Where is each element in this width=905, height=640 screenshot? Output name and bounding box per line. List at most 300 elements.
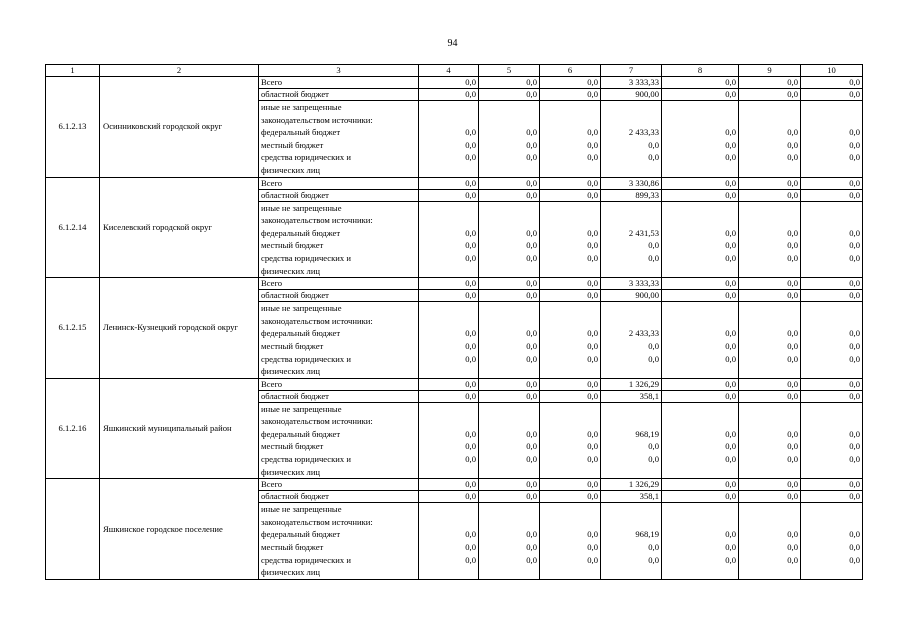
column-header: 10 [801,65,863,77]
spacer [603,265,659,278]
section-code: 6.1.2.15 [46,278,100,379]
spacer [603,516,659,529]
cell-block [801,503,863,580]
cell-block [479,503,540,580]
cell-legal: 0,0 [725,353,736,364]
spacer [481,365,537,378]
row-label-local: местный бюджет [261,441,324,452]
cell-local: 0,0 [587,340,598,351]
spacer [603,114,659,127]
cell-total: 0,0 [801,479,863,491]
cell-legal: 0,0 [787,152,798,163]
table-row [46,177,863,189]
cell-total: 0,0 [419,479,479,491]
cell-block [601,503,662,580]
cell-block [540,302,601,379]
row-label-other-line2: законодательством источники: [261,315,373,326]
cell-regional: 0,0 [419,189,479,201]
spacer [481,503,537,516]
cell-block [419,503,479,580]
spacer [803,114,860,127]
cell-block [662,503,739,580]
row-label-legal-line1: средства юридических и [261,252,351,263]
cell-total: 1 326,29 [601,479,662,491]
cell-federal: 0,0 [587,328,598,339]
spacer [481,466,537,479]
row-label-local: местный бюджет [261,340,324,351]
cell-regional: 358,1 [601,491,662,503]
row-label-other-line1: иные не запрещенные [261,102,342,112]
cell-total: 0,0 [540,177,601,189]
cell-block [419,302,479,379]
cell-total: 0,0 [419,177,479,189]
cell-federal: 0,0 [787,328,798,339]
spacer [803,265,860,278]
spacer [664,503,736,516]
cell-total: 3 330,86 [601,177,662,189]
spacer [664,516,736,529]
section-code: 6.1.2.13 [46,77,100,178]
cell-regional: 0,0 [739,290,801,302]
cell-local: 0,0 [787,240,798,251]
spacer [741,503,798,516]
cell-legal: 0,0 [849,353,860,364]
cell-block [479,201,540,278]
cell-federal: 0,0 [849,328,860,339]
cell-regional: 0,0 [479,89,540,101]
column-header: 9 [739,65,801,77]
spacer [481,202,537,215]
cell-federal: 0,0 [787,127,798,138]
spacer [803,503,860,516]
spacer [803,164,860,177]
cell-total: 0,0 [739,378,801,390]
cell-legal: 0,0 [465,454,476,465]
cell-local: 0,0 [725,139,736,150]
spacer [603,503,659,516]
cell-block [739,302,801,379]
spacer [664,466,736,479]
spacer [741,415,798,428]
cell-local: 0,0 [849,340,860,351]
section-name: Яшкинский муниципальный район [100,378,259,479]
cell-federal: 968,19 [635,428,659,439]
row-label-other-line2: законодательством источники: [261,215,373,226]
cell-local: 0,0 [526,240,537,251]
cell-legal: 0,0 [526,252,537,263]
row-label-legal-line2: физических лиц [261,567,321,578]
spacer [603,415,659,428]
cell-legal: 0,0 [587,554,598,565]
spacer [481,114,537,127]
cell-total: 3 333,33 [601,77,662,89]
cell-local: 0,0 [849,542,860,553]
column-header: 7 [601,65,662,77]
spacer [603,302,659,315]
spacer [421,214,476,227]
spacer [803,202,860,215]
spacer [542,365,598,378]
cell-total: 0,0 [540,278,601,290]
cell-local: 0,0 [648,139,659,150]
cell-legal: 0,0 [725,554,736,565]
spacer [664,265,736,278]
spacer [741,114,798,127]
cell-block [801,201,863,278]
cell-legal: 0,0 [648,554,659,565]
row-label-legal-line1: средства юридических и [261,554,351,565]
spacer [664,415,736,428]
cell-block [739,402,801,479]
row-label-block [259,101,419,178]
spacer [803,415,860,428]
row-label-block [259,402,419,479]
cell-block [662,402,739,479]
cell-total: 0,0 [419,378,479,390]
cell-legal: 0,0 [787,454,798,465]
cell-federal: 0,0 [849,428,860,439]
cell-legal: 0,0 [465,554,476,565]
spacer [481,566,537,579]
budget-table [45,64,863,580]
cell-regional: 0,0 [540,89,601,101]
spacer [542,214,598,227]
cell-legal: 0,0 [648,353,659,364]
cell-regional: 0,0 [419,290,479,302]
spacer [421,302,476,315]
spacer [421,164,476,177]
cell-regional: 0,0 [479,390,540,402]
row-label-federal: федеральный бюджет [261,529,341,540]
spacer [603,202,659,215]
cell-total: 3 333,33 [601,278,662,290]
row-label-regional: областной бюджет [259,189,419,201]
cell-total: 0,0 [739,77,801,89]
cell-legal: 0,0 [787,252,798,263]
cell-legal: 0,0 [526,152,537,163]
spacer [664,403,736,416]
spacer [664,202,736,215]
cell-regional: 0,0 [801,89,863,101]
spacer [741,164,798,177]
cell-federal: 0,0 [849,529,860,540]
spacer [481,415,537,428]
cell-federal: 0,0 [526,227,537,238]
spacer [603,566,659,579]
cell-local: 0,0 [787,340,798,351]
cell-legal: 0,0 [648,152,659,163]
cell-regional: 0,0 [419,491,479,503]
spacer [741,315,798,328]
spacer [803,566,860,579]
cell-legal: 0,0 [849,152,860,163]
cell-federal: 0,0 [526,428,537,439]
row-label-other-line2: законодательством источники: [261,516,373,527]
cell-regional: 0,0 [540,290,601,302]
cell-local: 0,0 [787,441,798,452]
cell-block [419,402,479,479]
cell-legal: 0,0 [587,454,598,465]
row-label-other-line1: иные не запрещенные [261,202,342,213]
spacer [542,466,598,479]
cell-regional: 0,0 [662,290,739,302]
cell-total: 0,0 [540,378,601,390]
cell-regional: 0,0 [662,89,739,101]
cell-block [662,302,739,379]
row-label-block [259,201,419,278]
cell-block [601,302,662,379]
cell-local: 0,0 [849,441,860,452]
cell-block [801,101,863,178]
spacer [803,365,860,378]
spacer [542,114,598,127]
row-label-legal-line1: средства юридических и [261,454,351,465]
spacer [421,202,476,215]
spacer [481,164,537,177]
spacer [664,214,736,227]
row-label-block [259,302,419,379]
spacer [542,164,598,177]
cell-legal: 0,0 [849,454,860,465]
cell-total: 0,0 [479,77,540,89]
cell-regional: 0,0 [739,491,801,503]
spacer [421,403,476,416]
cell-regional: 0,0 [739,390,801,402]
spacer [421,365,476,378]
spacer [542,265,598,278]
cell-local: 0,0 [465,441,476,452]
spacer [542,101,598,114]
row-label-total: Всего [259,77,419,89]
cell-block [540,402,601,479]
cell-total: 0,0 [540,77,601,89]
spacer [421,415,476,428]
cell-federal: 0,0 [526,529,537,540]
row-label-federal: федеральный бюджет [261,328,341,339]
spacer [603,315,659,328]
cell-regional: 899,33 [601,189,662,201]
cell-total: 0,0 [479,278,540,290]
column-header: 1 [46,65,100,77]
spacer [421,114,476,127]
cell-regional: 0,0 [801,189,863,201]
cell-regional: 0,0 [479,491,540,503]
section-name: Ленинск-Кузнецкий городской округ [100,278,259,379]
cell-legal: 0,0 [587,252,598,263]
spacer [421,466,476,479]
cell-regional: 900,00 [601,290,662,302]
cell-regional: 900,00 [601,89,662,101]
cell-total: 0,0 [540,479,601,491]
page-number: 94 [447,38,458,49]
spacer [603,101,659,114]
row-label-local: местный бюджет [261,240,324,251]
row-label-regional: областной бюджет [259,89,419,101]
cell-total: 0,0 [479,378,540,390]
cell-local: 0,0 [526,340,537,351]
cell-block [739,201,801,278]
cell-block [662,101,739,178]
cell-local: 0,0 [725,340,736,351]
cell-local: 0,0 [587,542,598,553]
spacer [664,114,736,127]
cell-legal: 0,0 [526,353,537,364]
cell-block [739,101,801,178]
cell-total: 1 326,29 [601,378,662,390]
cell-regional: 0,0 [662,189,739,201]
spacer [664,566,736,579]
cell-local: 0,0 [587,441,598,452]
cell-total: 0,0 [662,177,739,189]
cell-regional: 0,0 [540,189,601,201]
cell-total: 0,0 [662,77,739,89]
cell-federal: 0,0 [725,127,736,138]
spacer [603,403,659,416]
cell-total: 0,0 [479,177,540,189]
cell-legal: 0,0 [587,353,598,364]
row-label-local: местный бюджет [261,139,324,150]
cell-total: 0,0 [739,479,801,491]
cell-total: 0,0 [801,278,863,290]
cell-regional: 0,0 [662,491,739,503]
cell-total: 0,0 [801,378,863,390]
spacer [603,164,659,177]
cell-regional: 0,0 [419,89,479,101]
cell-local: 0,0 [648,340,659,351]
table-row [46,77,863,89]
cell-legal: 0,0 [465,353,476,364]
cell-local: 0,0 [648,542,659,553]
cell-federal: 0,0 [465,428,476,439]
cell-legal: 0,0 [648,252,659,263]
cell-total: 0,0 [801,177,863,189]
cell-local: 0,0 [648,441,659,452]
cell-local: 0,0 [526,441,537,452]
spacer [421,101,476,114]
cell-federal: 0,0 [725,428,736,439]
spacer [803,466,860,479]
spacer [741,202,798,215]
cell-regional: 0,0 [739,89,801,101]
section-name: Осинниковский городской округ [100,77,259,178]
cell-federal: 0,0 [465,328,476,339]
cell-block [801,302,863,379]
cell-total: 0,0 [739,278,801,290]
cell-federal: 0,0 [526,328,537,339]
row-label-total: Всего [259,177,419,189]
cell-total: 0,0 [801,77,863,89]
table-body [46,77,863,580]
cell-regional: 0,0 [479,189,540,201]
spacer [542,315,598,328]
row-label-other-line2: законодательством источники: [261,114,373,125]
row-label-total: Всего [259,479,419,491]
cell-legal: 0,0 [526,454,537,465]
spacer [481,403,537,416]
spacer [741,365,798,378]
spacer [481,214,537,227]
cell-legal: 0,0 [725,152,736,163]
cell-block [479,302,540,379]
cell-legal: 0,0 [849,252,860,263]
spacer [741,466,798,479]
column-header: 2 [100,65,259,77]
cell-local: 0,0 [465,240,476,251]
cell-local: 0,0 [526,542,537,553]
spacer [803,101,860,114]
table-row [46,278,863,290]
cell-total: 0,0 [419,278,479,290]
spacer [481,516,537,529]
cell-block [739,503,801,580]
spacer [603,365,659,378]
cell-federal: 0,0 [725,227,736,238]
cell-federal: 0,0 [725,529,736,540]
spacer [803,403,860,416]
cell-local: 0,0 [849,139,860,150]
cell-block [540,101,601,178]
cell-regional: 0,0 [662,390,739,402]
cell-block [601,101,662,178]
cell-block [419,201,479,278]
cell-legal: 0,0 [526,554,537,565]
section-name: Яшкинское городское поселение [100,479,259,580]
column-header: 8 [662,65,739,77]
column-header: 3 [259,65,419,77]
row-label-regional: областной бюджет [259,491,419,503]
cell-federal: 0,0 [849,227,860,238]
row-label-federal: федеральный бюджет [261,428,341,439]
spacer [421,503,476,516]
row-label-other-line1: иные не запрещенные [261,504,342,515]
spacer [741,302,798,315]
spacer [481,315,537,328]
cell-legal: 0,0 [465,252,476,263]
cell-block [601,201,662,278]
spacer [741,566,798,579]
cell-local: 0,0 [465,340,476,351]
cell-local: 0,0 [725,441,736,452]
spacer [421,265,476,278]
cell-total: 0,0 [739,177,801,189]
cell-legal: 0,0 [725,252,736,263]
spacer [664,365,736,378]
spacer [542,202,598,215]
cell-federal: 2 433,33 [628,328,659,339]
cell-local: 0,0 [587,139,598,150]
cell-regional: 0,0 [801,290,863,302]
spacer [481,101,537,114]
cell-block [479,101,540,178]
spacer [803,315,860,328]
spacer [421,566,476,579]
spacer [421,516,476,529]
cell-block [479,402,540,479]
row-label-regional: областной бюджет [259,290,419,302]
row-label-regional: областной бюджет [259,390,419,402]
spacer [664,164,736,177]
cell-federal: 0,0 [587,428,598,439]
row-label-total: Всего [259,278,419,290]
spacer [664,101,736,114]
cell-total: 0,0 [662,378,739,390]
cell-regional: 0,0 [801,491,863,503]
cell-total: 0,0 [419,77,479,89]
spacer [664,302,736,315]
cell-federal: 0,0 [587,529,598,540]
cell-legal: 0,0 [787,353,798,364]
cell-local: 0,0 [725,542,736,553]
